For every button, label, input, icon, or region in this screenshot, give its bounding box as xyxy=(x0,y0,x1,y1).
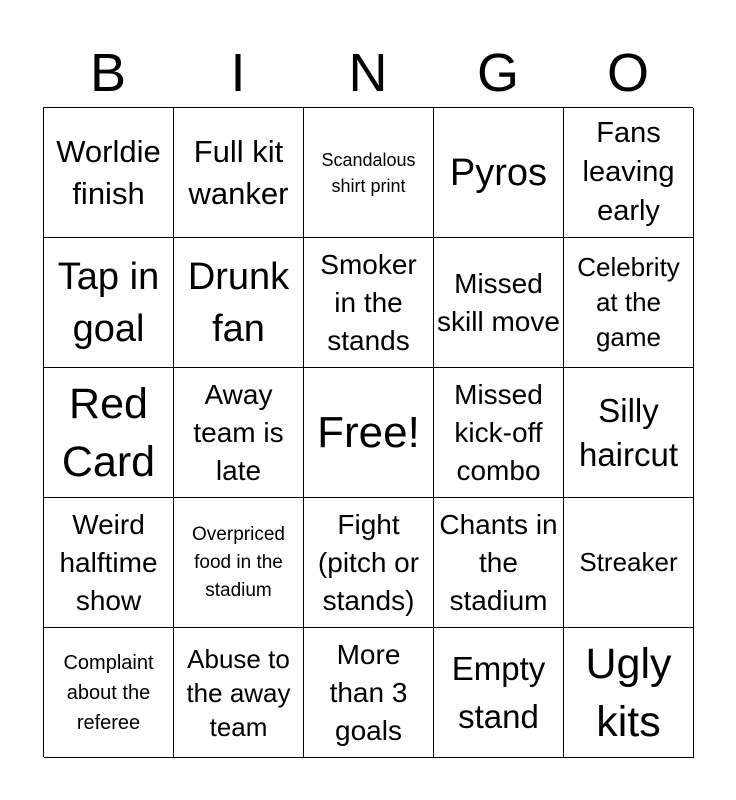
bingo-header xyxy=(43,38,693,108)
bingo-cell[interactable] xyxy=(174,238,304,368)
header-letter-g: G xyxy=(476,43,519,103)
cell-text: Abuse to the away team xyxy=(186,643,291,742)
cell-text: Scandalous shirt print xyxy=(321,149,416,196)
cell-text: Away team is late xyxy=(193,378,284,486)
cell-text: Drunk fan xyxy=(187,255,290,350)
bingo-grid xyxy=(43,107,693,757)
cell-text: Red Card xyxy=(61,379,156,486)
bingo-cell[interactable] xyxy=(174,498,304,628)
cell-text: Fight (pitch or stands) xyxy=(317,508,420,616)
cell-text: Smoker in the stands xyxy=(320,248,417,356)
cell-text: Empty stand xyxy=(451,649,546,735)
cell-text: Streaker xyxy=(579,547,678,577)
cell-text: Missed skill move xyxy=(437,267,560,337)
cell-text: Fans leaving early xyxy=(582,117,675,227)
header-letter-n: N xyxy=(348,43,388,103)
bingo-cell[interactable] xyxy=(434,238,564,368)
header-letter-b: B xyxy=(89,43,127,103)
bingo-cell[interactable] xyxy=(564,238,694,368)
bingo-cell[interactable] xyxy=(44,498,174,628)
bingo-cell[interactable] xyxy=(174,368,304,498)
bingo-cell[interactable] xyxy=(564,368,694,498)
cell-text: Silly haircut xyxy=(578,391,679,473)
bingo-cell[interactable] xyxy=(304,108,434,238)
bingo-cell[interactable] xyxy=(304,628,434,758)
bingo-cell[interactable] xyxy=(174,628,304,758)
cell-text: Overpriced food in the stadium xyxy=(192,523,285,601)
header-letter-o: O xyxy=(606,43,649,103)
bingo-cell[interactable] xyxy=(564,628,694,758)
cell-text: Missed kick-off combo xyxy=(454,378,543,486)
cell-text: Full kit wanker xyxy=(188,133,289,211)
bingo-cell[interactable] xyxy=(44,238,174,368)
bingo-cell[interactable] xyxy=(434,108,564,238)
bingo-cell[interactable] xyxy=(44,108,174,238)
cell-text: Chants in the stadium xyxy=(439,508,558,616)
cell-text: More than 3 goals xyxy=(329,638,408,746)
bingo-cell[interactable] xyxy=(564,108,694,238)
cell-text: Pyros xyxy=(449,151,548,194)
bingo-cell[interactable] xyxy=(174,108,304,238)
header-letter-i: I xyxy=(230,43,246,103)
bingo-cell[interactable] xyxy=(434,498,564,628)
bingo-cell[interactable] xyxy=(44,628,174,758)
cell-text: Worldie finish xyxy=(56,133,161,211)
cell-text: Ugly kits xyxy=(585,639,672,746)
free-space-text: Free! xyxy=(317,407,420,457)
bingo-cell[interactable] xyxy=(304,498,434,628)
bingo-cell[interactable] xyxy=(44,368,174,498)
cell-text: Tap in goal xyxy=(57,255,160,350)
cell-text: Weird halftime show xyxy=(59,508,158,616)
free-space-cell[interactable] xyxy=(304,368,434,498)
cell-text: Complaint about the referee xyxy=(63,651,154,734)
bingo-cell[interactable] xyxy=(434,628,564,758)
bingo-cell[interactable] xyxy=(434,368,564,498)
cell-text: Celebrity at the game xyxy=(577,252,680,352)
bingo-cell[interactable] xyxy=(304,238,434,368)
bingo-cell[interactable] xyxy=(564,498,694,628)
